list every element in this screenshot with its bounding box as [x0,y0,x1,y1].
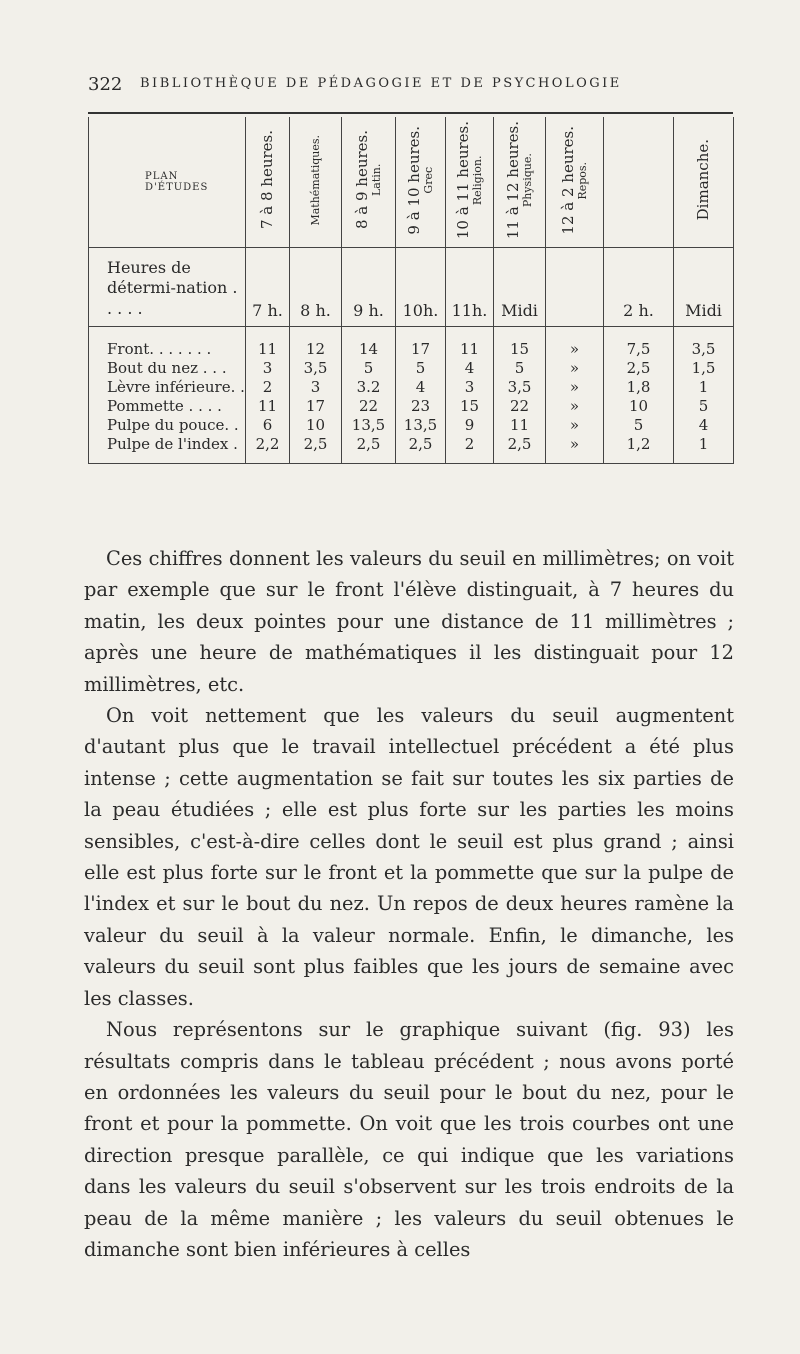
value-cell: 5 [604,415,674,434]
hour-cell: Midi [494,248,546,327]
col-header-blank [604,117,674,248]
value-cell: 4 [446,358,494,377]
value-cell: 2,5 [342,434,396,464]
col-header-repos-label: Repos. [575,161,589,199]
hour-cell: 2 h. [604,248,674,327]
col-header-12-2-label: 12 à 2 heures. [558,125,577,235]
col-header-dimanche [674,117,734,248]
col-header-8-9-label: 8 à 9 heures. [352,130,371,230]
value-cell: 22 [494,396,546,415]
col-header-10-11-label: 10 à 11 heures. [453,120,472,240]
table-row [89,358,734,377]
value-cell: 7,5 [604,327,674,359]
value-cell: 10 [604,396,674,415]
col-header-8-9 [342,117,396,248]
row-label: Pommette . . . . [89,396,246,415]
value-cell: 13,5 [342,415,396,434]
value-cell: 5 [342,358,396,377]
value-cell: 11 [246,396,290,415]
value-cell: 2,2 [246,434,290,464]
row-label: Front. . . . . . . [89,327,246,359]
value-cell: 4 [396,377,446,396]
value-cell: 9 [446,415,494,434]
value-cell: 2,5 [494,434,546,464]
value-cell: 2 [446,434,494,464]
value-cell: 3 [290,377,342,396]
value-cell: » [546,434,604,464]
value-cell: 3 [246,358,290,377]
value-cell: 23 [396,396,446,415]
value-cell: 1,5 [674,358,734,377]
col-header-grec-label: Grec [421,166,435,194]
value-cell: 12 [290,327,342,359]
col-header-maths-label: Mathématiques. [308,134,322,226]
row-label: Bout du nez . . . [89,358,246,377]
value-cell: » [546,327,604,359]
value-cell: 2,5 [604,358,674,377]
value-cell: 17 [290,396,342,415]
value-cell: 1 [674,377,734,396]
hours-label: Heures de détermi-nation . . . . . [89,248,246,327]
value-cell: 2,5 [396,434,446,464]
paragraph: On voit nettement que les valeurs du seuil augmentent d'autant plus que le travail intellectuel précédent a été plus intense ; cette augmentation se fait sur toutes les six parties de la peau étudiées ; elle est plus forte sur les parties les moins sensibles, c'est-à-dire celles dont le seuil est plus grand ; ainsi elle est plus forte sur le front et la pommette que sur la pulpe de l'index et sur le bout du nez. Un repos de deux heures ramène la valeur du seuil à la valeur normale. Enfin, le dimanche, les valeurs du seuil sont plus faibles que les jours de semaine avec les classes. [84,704,734,1010]
value-cell: » [546,396,604,415]
value-cell: 5 [396,358,446,377]
plan-label: PLAN D'ÉTUDES [89,117,246,248]
value-cell: 1 [674,434,734,464]
col-header-physique-label: Physique. [520,153,534,207]
col-header-9-10-label: 9 à 10 heures. [404,125,423,235]
table-row [89,396,734,415]
value-cell: 13,5 [396,415,446,434]
table-row [89,377,734,396]
paragraph: Nous représentons sur le graphique suivant (fig. 93) les résultats compris dans le tableau précédent ; nous avons porté en ordonnées les valeurs du seuil pour le bout du nez, pour le front et pour la pommette. On voit que les trois courbes ont une direction presque parallèle, ce qui indique que les variations dans les valeurs du seuil s'observent sur les trois endroits de la peau de la même manière ; les valeurs du seuil obtenues le dimanche sont bien inférieures à celles [84,1018,734,1261]
threshold-table [88,117,734,464]
col-header-7-8 [246,117,290,248]
value-cell: » [546,415,604,434]
hour-cell: 9 h. [342,248,396,327]
value-cell: 2 [246,377,290,396]
table-row [89,327,734,359]
value-cell: 1,8 [604,377,674,396]
value-cell: 3 [446,377,494,396]
value-cell: » [546,358,604,377]
table-row [89,415,734,434]
col-header-11-12 [494,117,546,248]
value-cell: 10 [290,415,342,434]
value-cell: 14 [342,327,396,359]
value-cell: 3,5 [494,377,546,396]
hour-cell: 11h. [446,248,494,327]
hour-cell [546,248,604,327]
value-cell: 2,5 [290,434,342,464]
value-cell: 3,5 [290,358,342,377]
hour-cell: Midi [674,248,734,327]
running-title: BIBLIOTHÈQUE DE PÉDAGOGIE ET DE PSYCHOLOGIE [140,76,622,91]
col-header-7-8-label: 7 à 8 heures. [257,130,276,230]
value-cell: 15 [494,327,546,359]
row-label: Pulpe de l'index . [89,434,246,464]
value-cell: 11 [246,327,290,359]
table-row [89,434,734,464]
value-cell: 15 [446,396,494,415]
value-cell: 4 [674,415,734,434]
row-label: Pulpe du pouce. . [89,415,246,434]
header-rule [88,112,733,114]
value-cell: 11 [446,327,494,359]
page-number: 322 [88,74,123,95]
col-header-maths [290,117,342,248]
value-cell: 3.2 [342,377,396,396]
value-cell: 11 [494,415,546,434]
value-cell: 1,2 [604,434,674,464]
value-cell: 3,5 [674,327,734,359]
value-cell: » [546,377,604,396]
hours-row [89,248,734,327]
col-header-11-12-label: 11 à 12 heures. [503,120,522,240]
body-text [84,543,734,1265]
column-header-row [89,117,734,248]
col-header-latin-label: Latin. [369,163,383,197]
value-cell: 5 [494,358,546,377]
hour-cell: 7 h. [246,248,290,327]
row-label: Lèvre inférieure. . [89,377,246,396]
col-header-12-2 [546,117,604,248]
hour-cell: 10h. [396,248,446,327]
col-header-religion-label: Religion. [470,155,484,205]
hour-cell: 8 h. [290,248,342,327]
col-header-10-11 [446,117,494,248]
value-cell: 17 [396,327,446,359]
value-cell: 6 [246,415,290,434]
paragraph: Ces chiffres donnent les valeurs du seuil en millimètres; on voit par exemple que sur le front l'élève distinguait, à 7 heures du matin, les deux pointes pour une distance de 11 millimètres ; après une heure de mathématiques il les distinguait pour 12 millimètres, etc. [84,547,734,696]
col-header-9-10 [396,117,446,248]
value-cell: 5 [674,396,734,415]
value-cell: 22 [342,396,396,415]
col-header-dimanche-label: Dimanche. [693,139,712,221]
